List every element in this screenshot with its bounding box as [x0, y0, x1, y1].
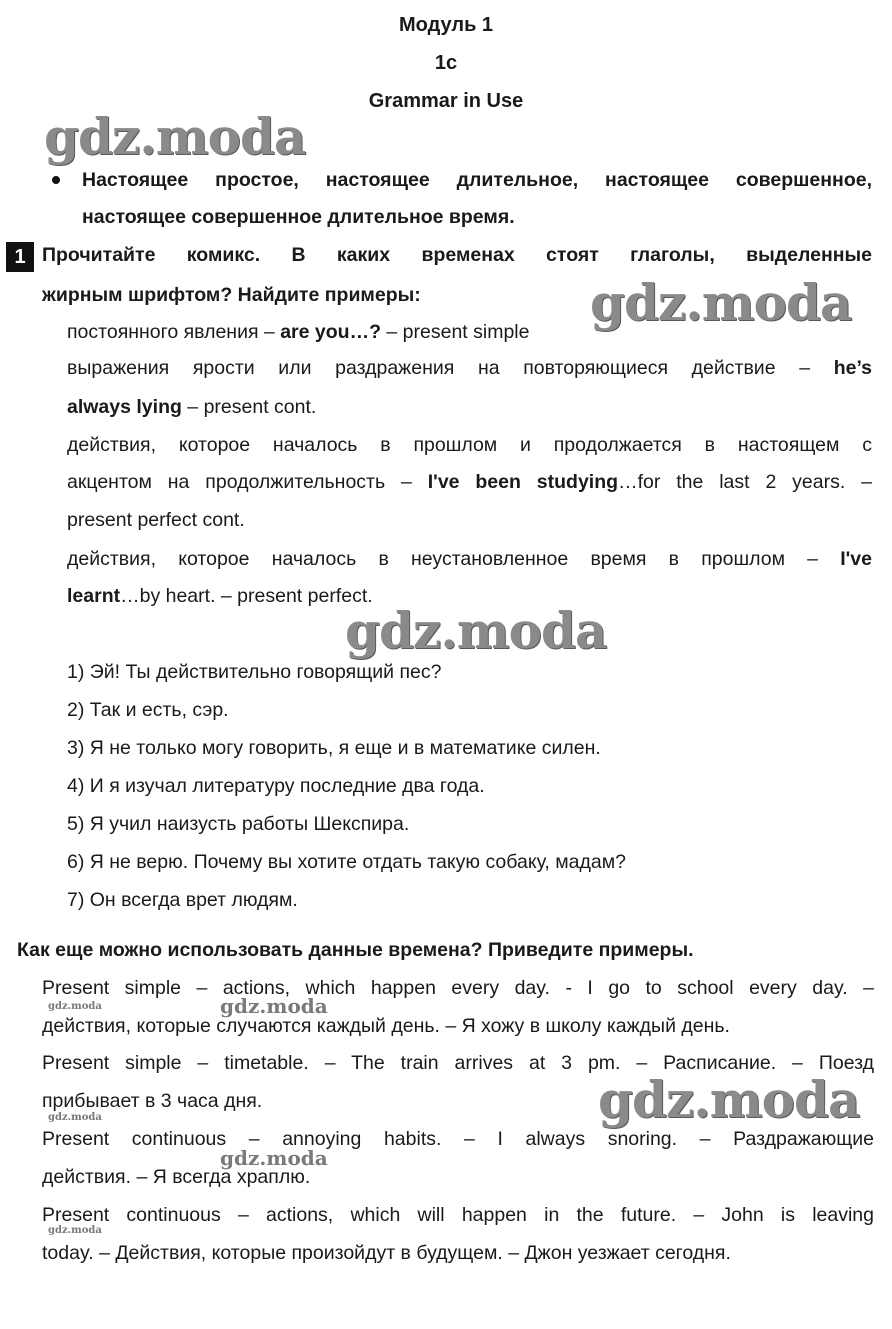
translation-line: 6) Я не верю. Почему вы хотите отдать такую собаку, мадам? [67, 851, 626, 873]
question-heading: Как еще можно использовать данные времена? Приведите примеры. [17, 939, 694, 961]
translation-line: 4) И я изучал литературу последние два года. [67, 775, 485, 797]
example-bold: I've been studying [427, 471, 619, 493]
example-present-cont-line-2 [67, 395, 316, 419]
watermark-logo: gdz.moda [220, 1146, 328, 1170]
example-text: – present cont. [181, 396, 317, 418]
usage-line: действия. – Я всегда храплю. [42, 1166, 311, 1188]
watermark-logo: gdz.moda [220, 994, 328, 1018]
example-text: …by heart. – present perfect. [120, 585, 373, 607]
example-bold: are you…? [280, 321, 381, 343]
watermark-logo: gdz.moda [48, 1001, 102, 1012]
watermark-logo: gdz.moda [44, 107, 306, 166]
intro-line-1: Настоящее простое, настоящее длительное, настоящее совершенное, [82, 169, 872, 191]
task-line-1: Прочитайте комикс. В каких временах стоят глаголы, выделенные [42, 244, 872, 266]
watermark-logo: gdz.moda [590, 273, 852, 332]
usage-line: Present simple – actions, which happen every day. - I go to school every day. – [42, 977, 874, 999]
task-line-2: жирным шрифтом? Найдите примеры: [42, 284, 421, 306]
example-text: выражения ярости или раздражения на повторяющиеся действие – [67, 357, 834, 379]
example-perfect-line-2 [67, 584, 373, 608]
bullet-icon [52, 176, 60, 184]
intro-line-2: настоящее совершенное длительное время. [82, 206, 515, 228]
usage-line: Present continuous – actions, which will happen in the future. – John is leaving [42, 1204, 874, 1226]
usage-line: Present continuous – annoying habits. – I always snoring. – Раздражающие [42, 1128, 874, 1150]
example-bold: he’s [833, 357, 872, 379]
example-text: действия, которое началось в неустановленное время в прошлом – [67, 548, 841, 570]
example-text: …for the last 2 years. – [618, 471, 873, 493]
example-perfect-line-1 [67, 547, 872, 571]
watermark-logo: gdz.moda [48, 1225, 102, 1236]
watermark-logo: gdz.moda [345, 601, 607, 660]
translation-line: 5) Я учил наизусть работы Шекспира. [67, 813, 410, 835]
example-present-simple [67, 320, 529, 344]
watermark-logo: gdz.moda [48, 1112, 102, 1123]
usage-line: прибывает в 3 часа дня. [42, 1090, 263, 1112]
translation-line: 7) Он всегда врет людям. [67, 889, 298, 911]
example-bold: always lying [67, 396, 182, 418]
example-bold: learnt [67, 585, 121, 607]
example-text: постоянного явления – [67, 321, 281, 343]
translation-line: 2) Так и есть, сэр. [67, 699, 229, 721]
task-number-badge: 1 [6, 242, 34, 272]
example-perfect-cont-line-2 [67, 470, 872, 494]
example-bold: I've [840, 548, 872, 570]
usage-line: Present simple – timetable. – The train arrives at 3 pm. – Расписание. – Поезд [42, 1052, 874, 1074]
watermark-logo: gdz.moda [598, 1070, 860, 1129]
translation-line: 1) Эй! Ты действительно говорящий пес? [67, 661, 442, 683]
example-perfect-cont-line-3: present perfect cont. [67, 509, 245, 531]
usage-line: today. – Действия, которые произойдут в будущем. – Джон уезжает сегодня. [42, 1242, 731, 1264]
example-text: акцентом на продолжительность – [67, 471, 428, 493]
lesson-number: 1c [434, 52, 458, 74]
example-text: – present simple [380, 321, 530, 343]
translation-line: 3) Я не только могу говорить, я еще и в математике силен. [67, 737, 601, 759]
example-present-cont-line-1 [67, 356, 872, 380]
section-title: Grammar in Use [368, 90, 524, 112]
example-perfect-cont-line-1: действия, которое началось в прошлом и продолжается в настоящем с [67, 434, 872, 456]
usage-line: действия, которые случаются каждый день. – Я хожу в школу каждый день. [42, 1015, 730, 1037]
module-title: Модуль 1 [398, 14, 494, 36]
